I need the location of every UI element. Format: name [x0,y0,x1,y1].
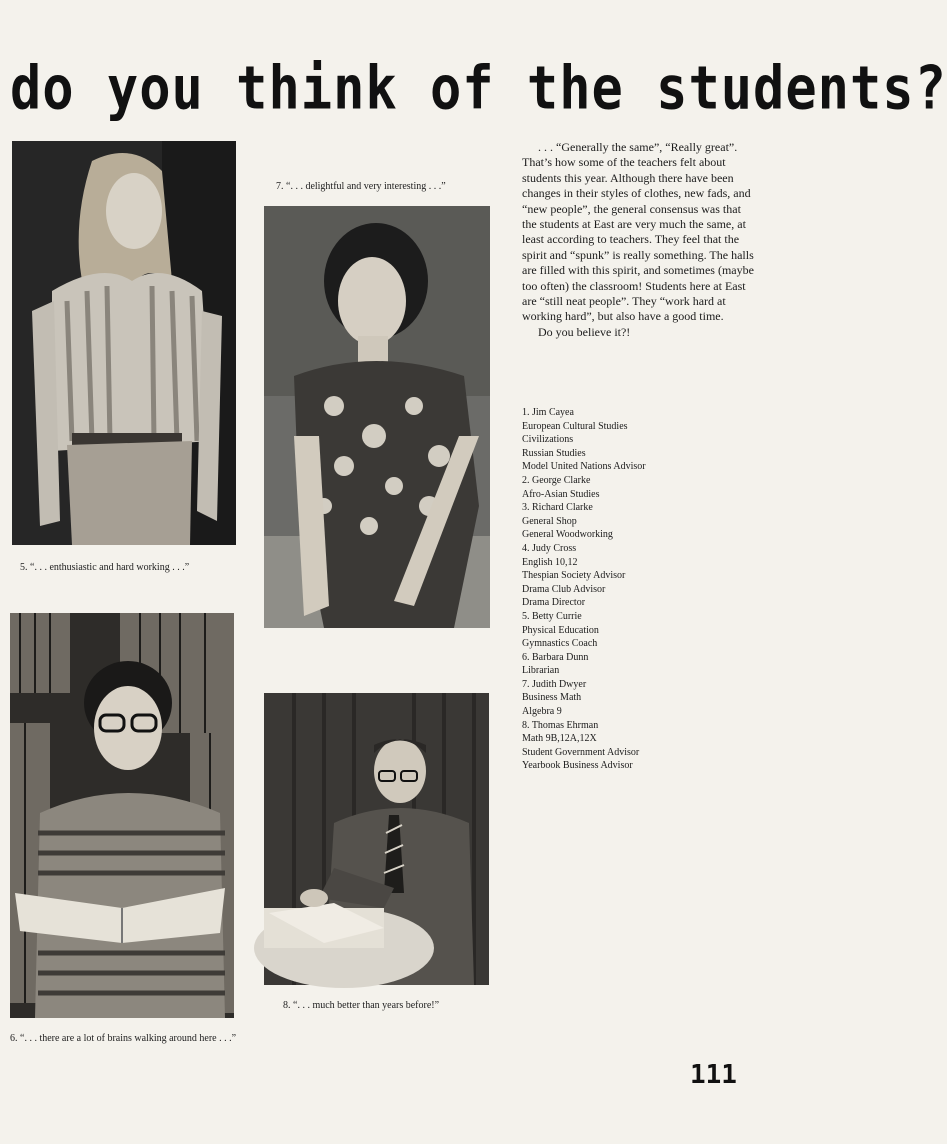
list-item: Drama Club Advisor [522,583,606,595]
list-item: Russian Studies [522,447,586,459]
list-item: Drama Director [522,597,586,609]
photo-7-caption: 7. “. . . delightful and very interesting . . .” [276,181,446,192]
photo-8-caption: 8. “. . . much better than years before!” [283,1000,440,1011]
list-item: Thespian Society Advisor [522,570,626,582]
list-item: 8. Thomas Ehrman [522,719,599,731]
faculty-list [522,406,722,773]
list-item: Afro-Asian Studies [522,488,600,500]
page-headline: do you think of the students? [10,54,947,124]
list-item: Gymnastics Coach [522,638,598,650]
list-item: 7. Judith Dwyer [522,678,587,690]
article-paragraph-1: . . . “Generally the same”, “Really great”. That’s how some of the teachers felt about students this year. Although there have been changes in their styles of clothes, new fads, and “new people”, the general consensus was that the students at East are very much the same, at least according to teachers. They feel that the spirit and “spunk” is really something. The halls are filled with this spirit, and sometimes (maybe too often) the classroom! Students here at East are “still neat people”. They “work hard at working hard”, but also have a good time. [522,140,754,324]
photo-5-betty-currie [12,141,236,545]
photo-6-barbara-dunn [10,613,234,1018]
list-item: 3. Richard Clarke [522,502,593,514]
list-item: 6. Barbara Dunn [522,651,589,663]
photo-5-caption: 5. “. . . enthusiastic and hard working . . .” [20,562,190,573]
page-number: 111 [690,1060,737,1090]
list-item: 5. Betty Currie [522,610,582,622]
list-item: 1. Jim Cayea [522,407,574,418]
list-item: Physical Education [522,624,599,636]
list-item: 2. George Clarke [522,474,591,486]
list-item: Business Math [522,692,582,704]
photo-6-caption: 6. “. . . there are a lot of brains walking around here . . .” [10,1033,237,1044]
article-paragraph-2: Do you believe it?! [538,324,631,339]
article-text [522,140,758,340]
photo-8-thomas-ehrman [264,693,489,985]
list-item: General Woodworking [522,529,613,541]
list-item: European Cultural Studies [522,420,628,432]
list-item: Algebra 9 [522,706,562,718]
list-item: Yearbook Business Advisor [522,760,633,772]
list-item: English 10,12 [522,556,578,568]
list-item: 4. Judy Cross [522,542,577,554]
list-item: Model United Nations Advisor [522,461,646,473]
list-item: Math 9B,12A,12X [522,733,597,745]
list-item: Student Government Advisor [522,746,640,758]
list-item: General Shop [522,515,577,527]
list-item: Civilizations [522,434,574,446]
list-item: Librarian [522,665,560,677]
photo-7-judith-dwyer [264,206,490,628]
